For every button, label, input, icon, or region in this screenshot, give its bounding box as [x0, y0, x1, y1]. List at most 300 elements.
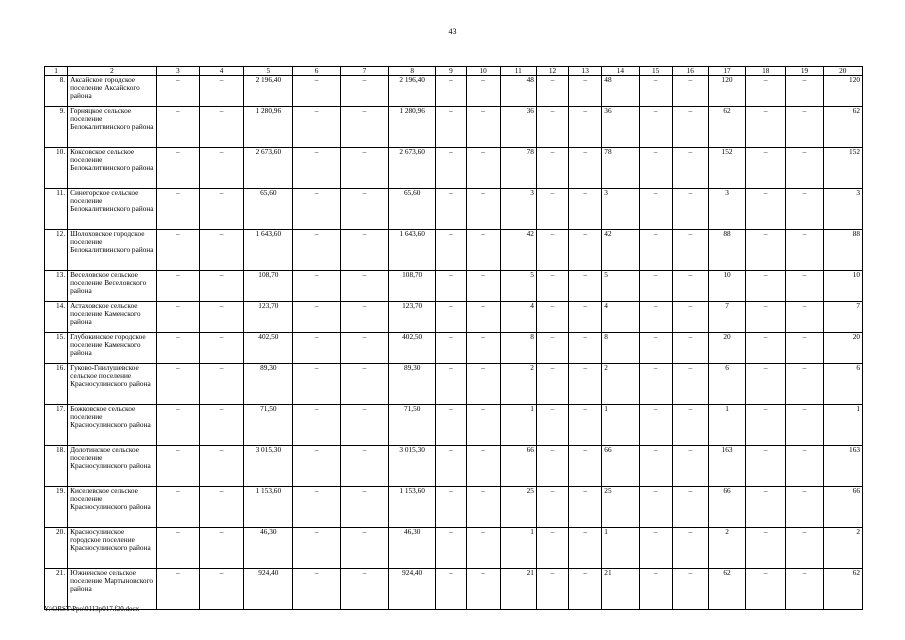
row-number: 19.	[45, 487, 68, 528]
table-row	[45, 569, 863, 610]
col-12-cell: –	[536, 333, 568, 364]
row-number: 12.	[45, 230, 68, 271]
col-4-cell: –	[199, 148, 243, 189]
col-11-cell: 48	[500, 76, 536, 107]
col-7-cell: –	[340, 107, 388, 148]
col-17-cell: 3	[708, 189, 745, 230]
col-7-cell: –	[340, 76, 388, 107]
col-13-cell: –	[569, 364, 602, 405]
col-9-cell: –	[436, 405, 466, 446]
col-8-cell: 1 643,60	[389, 230, 436, 271]
col-18-cell: –	[746, 230, 786, 271]
col-18-cell: –	[746, 333, 786, 364]
footer-file-path: Y:\ORST\Ppo\0113p017.f20.docx	[44, 605, 140, 613]
col-9-cell: –	[436, 189, 466, 230]
col-13-cell: –	[569, 528, 602, 569]
col-4-cell: –	[199, 528, 243, 569]
col-13-cell: –	[569, 333, 602, 364]
col-6-cell: –	[293, 230, 340, 271]
col-17-cell: 120	[708, 76, 745, 107]
column-header: 12	[536, 67, 568, 76]
col-9-cell: –	[436, 528, 466, 569]
col-8-cell: 2 673,60	[389, 148, 436, 189]
col-4-cell: –	[199, 487, 243, 528]
col-19-cell: –	[786, 107, 823, 148]
column-header: 13	[569, 67, 602, 76]
col-20-cell: 62	[823, 107, 862, 148]
col-9-cell: –	[436, 107, 466, 148]
settlement-name: Глубокинское городское поселение Каменского района	[68, 333, 157, 364]
row-number: 18.	[45, 446, 68, 487]
col-13-cell: –	[569, 189, 602, 230]
col-20-cell: 10	[823, 271, 862, 302]
col-11-cell: 21	[500, 569, 536, 610]
col-16-cell: –	[672, 271, 708, 302]
col-17-cell: 20	[708, 333, 745, 364]
col-15-cell: –	[639, 405, 672, 446]
col-4-cell: –	[199, 405, 243, 446]
table-row	[45, 76, 863, 107]
col-14-cell: 3	[602, 189, 639, 230]
col-14-cell: 1	[602, 405, 639, 446]
table-row	[45, 107, 863, 148]
page-number: 43	[448, 27, 457, 36]
col-6-cell: –	[293, 333, 340, 364]
column-header: 4	[199, 67, 243, 76]
col-11-cell: 25	[500, 487, 536, 528]
col-15-cell: –	[639, 107, 672, 148]
col-16-cell: –	[672, 333, 708, 364]
col-16-cell: –	[672, 302, 708, 333]
col-8-cell: 1 153,60	[389, 487, 436, 528]
col-17-cell: 7	[708, 302, 745, 333]
row-number: 8.	[45, 76, 68, 107]
col-13-cell: –	[569, 76, 602, 107]
col-12-cell: –	[536, 148, 568, 189]
col-20-cell: 62	[823, 569, 862, 610]
settlement-name: Горняцкое сельское поселение Белокалитвинского района	[68, 107, 157, 148]
col-20-cell: 1	[823, 405, 862, 446]
col-18-cell: –	[746, 446, 786, 487]
data-table	[44, 66, 863, 610]
col-16-cell: –	[672, 528, 708, 569]
col-6-cell: –	[293, 528, 340, 569]
col-8-cell: 108,70	[389, 271, 436, 302]
col-6-cell: –	[293, 487, 340, 528]
col-8-cell: 46,30	[389, 528, 436, 569]
col-14-cell: 25	[602, 487, 639, 528]
col-17-cell: 88	[708, 230, 745, 271]
settlement-name: Шолоховское городское поселение Белокалитвинского района	[68, 230, 157, 271]
col-19-cell: –	[786, 302, 823, 333]
col-14-cell: 21	[602, 569, 639, 610]
col-10-cell: –	[466, 446, 500, 487]
col-10-cell: –	[466, 271, 500, 302]
col-17-cell: 66	[708, 487, 745, 528]
col-3-cell: –	[156, 528, 199, 569]
col-8-cell: 123,70	[389, 302, 436, 333]
table-row	[45, 487, 863, 528]
col-17-cell: 62	[708, 107, 745, 148]
col-3-cell: –	[156, 487, 199, 528]
col-7-cell: –	[340, 189, 388, 230]
row-number: 10.	[45, 148, 68, 189]
col-19-cell: –	[786, 446, 823, 487]
col-4-cell: –	[199, 230, 243, 271]
col-15-cell: –	[639, 148, 672, 189]
col-16-cell: –	[672, 189, 708, 230]
settlement-name: Аксайское городское поселение Аксайского района	[68, 76, 157, 107]
col-5-cell: 65,60	[244, 189, 293, 230]
col-18-cell: –	[746, 76, 786, 107]
col-6-cell: –	[293, 405, 340, 446]
col-20-cell: 20	[823, 333, 862, 364]
column-header: 7	[340, 67, 388, 76]
col-3-cell: –	[156, 271, 199, 302]
col-15-cell: –	[639, 76, 672, 107]
col-20-cell: 152	[823, 148, 862, 189]
col-13-cell: –	[569, 148, 602, 189]
col-3-cell: –	[156, 446, 199, 487]
col-20-cell: 6	[823, 364, 862, 405]
col-19-cell: –	[786, 76, 823, 107]
col-10-cell: –	[466, 364, 500, 405]
col-20-cell: 163	[823, 446, 862, 487]
col-7-cell: –	[340, 333, 388, 364]
col-15-cell: –	[639, 364, 672, 405]
col-18-cell: –	[746, 107, 786, 148]
row-number: 14.	[45, 302, 68, 333]
col-19-cell: –	[786, 148, 823, 189]
column-header: 5	[244, 67, 293, 76]
row-number: 21.	[45, 569, 68, 610]
col-12-cell: –	[536, 230, 568, 271]
col-17-cell: 152	[708, 148, 745, 189]
col-12-cell: –	[536, 271, 568, 302]
col-8-cell: 924,40	[389, 569, 436, 610]
col-6-cell: –	[293, 76, 340, 107]
settlement-name: Веселовское сельское поселение Веселовского района	[68, 271, 157, 302]
col-19-cell: –	[786, 487, 823, 528]
col-19-cell: –	[786, 271, 823, 302]
col-5-cell: 71,50	[244, 405, 293, 446]
col-6-cell: –	[293, 302, 340, 333]
row-number: 17.	[45, 405, 68, 446]
col-16-cell: –	[672, 107, 708, 148]
col-17-cell: 6	[708, 364, 745, 405]
col-10-cell: –	[466, 230, 500, 271]
col-14-cell: 8	[602, 333, 639, 364]
col-10-cell: –	[466, 569, 500, 610]
col-6-cell: –	[293, 148, 340, 189]
col-13-cell: –	[569, 107, 602, 148]
col-6-cell: –	[293, 446, 340, 487]
col-5-cell: 2 673,60	[244, 148, 293, 189]
col-14-cell: 5	[602, 271, 639, 302]
col-4-cell: –	[199, 76, 243, 107]
col-13-cell: –	[569, 569, 602, 610]
col-13-cell: –	[569, 446, 602, 487]
column-header: 14	[602, 67, 639, 76]
col-11-cell: 42	[500, 230, 536, 271]
col-19-cell: –	[786, 364, 823, 405]
col-6-cell: –	[293, 189, 340, 230]
table-row	[45, 446, 863, 487]
col-12-cell: –	[536, 569, 568, 610]
col-7-cell: –	[340, 230, 388, 271]
col-11-cell: 36	[500, 107, 536, 148]
col-11-cell: 5	[500, 271, 536, 302]
col-7-cell: –	[340, 364, 388, 405]
settlement-name: Красносулинское городское поселение Красносулинского района	[68, 528, 157, 569]
col-10-cell: –	[466, 405, 500, 446]
col-16-cell: –	[672, 230, 708, 271]
col-4-cell: –	[199, 446, 243, 487]
col-10-cell: –	[466, 76, 500, 107]
col-12-cell: –	[536, 528, 568, 569]
col-8-cell: 2 196,40	[389, 76, 436, 107]
col-12-cell: –	[536, 189, 568, 230]
col-16-cell: –	[672, 76, 708, 107]
col-12-cell: –	[536, 405, 568, 446]
col-10-cell: –	[466, 189, 500, 230]
header-row	[45, 67, 863, 76]
col-6-cell: –	[293, 569, 340, 610]
row-number: 16.	[45, 364, 68, 405]
col-17-cell: 10	[708, 271, 745, 302]
col-17-cell: 2	[708, 528, 745, 569]
col-15-cell: –	[639, 446, 672, 487]
col-5-cell: 123,70	[244, 302, 293, 333]
settlement-name: Астаховское сельское поселение Каменского района	[68, 302, 157, 333]
col-16-cell: –	[672, 364, 708, 405]
col-12-cell: –	[536, 446, 568, 487]
col-11-cell: 78	[500, 148, 536, 189]
column-header: 16	[672, 67, 708, 76]
col-5-cell: 46,30	[244, 528, 293, 569]
column-header: 1	[45, 67, 68, 76]
col-9-cell: –	[436, 487, 466, 528]
col-5-cell: 924,40	[244, 569, 293, 610]
col-5-cell: 108,70	[244, 271, 293, 302]
col-8-cell: 3 015,30	[389, 446, 436, 487]
column-header: 8	[389, 67, 436, 76]
col-13-cell: –	[569, 302, 602, 333]
col-14-cell: 2	[602, 364, 639, 405]
col-7-cell: –	[340, 148, 388, 189]
col-15-cell: –	[639, 230, 672, 271]
col-20-cell: 7	[823, 302, 862, 333]
col-11-cell: 2	[500, 364, 536, 405]
col-3-cell: –	[156, 364, 199, 405]
col-5-cell: 2 196,40	[244, 76, 293, 107]
table-row	[45, 333, 863, 364]
table-row	[45, 528, 863, 569]
col-6-cell: –	[293, 107, 340, 148]
col-4-cell: –	[199, 189, 243, 230]
col-13-cell: –	[569, 271, 602, 302]
col-8-cell: 1 280,96	[389, 107, 436, 148]
col-13-cell: –	[569, 487, 602, 528]
col-19-cell: –	[786, 405, 823, 446]
col-11-cell: 1	[500, 528, 536, 569]
col-14-cell: 1	[602, 528, 639, 569]
column-header: 10	[466, 67, 500, 76]
col-15-cell: –	[639, 487, 672, 528]
col-18-cell: –	[746, 528, 786, 569]
column-header: 20	[823, 67, 862, 76]
col-18-cell: –	[746, 302, 786, 333]
table-row	[45, 148, 863, 189]
column-header: 11	[500, 67, 536, 76]
col-11-cell: 66	[500, 446, 536, 487]
col-3-cell: –	[156, 107, 199, 148]
col-11-cell: 4	[500, 302, 536, 333]
col-7-cell: –	[340, 302, 388, 333]
col-16-cell: –	[672, 405, 708, 446]
table-row	[45, 405, 863, 446]
col-3-cell: –	[156, 230, 199, 271]
settlement-name: Синегорское сельское поселение Белокалитвинского района	[68, 189, 157, 230]
col-9-cell: –	[436, 302, 466, 333]
col-8-cell: 89,30	[389, 364, 436, 405]
col-18-cell: –	[746, 364, 786, 405]
col-11-cell: 3	[500, 189, 536, 230]
col-8-cell: 402,50	[389, 333, 436, 364]
col-18-cell: –	[746, 487, 786, 528]
col-7-cell: –	[340, 569, 388, 610]
settlement-name: Коксовское сельское поселение Белокалитвинского района	[68, 148, 157, 189]
col-12-cell: –	[536, 107, 568, 148]
col-9-cell: –	[436, 364, 466, 405]
column-header: 18	[746, 67, 786, 76]
col-19-cell: –	[786, 333, 823, 364]
col-9-cell: –	[436, 230, 466, 271]
col-18-cell: –	[746, 569, 786, 610]
col-17-cell: 62	[708, 569, 745, 610]
col-18-cell: –	[746, 405, 786, 446]
column-header: 17	[708, 67, 745, 76]
col-5-cell: 89,30	[244, 364, 293, 405]
column-header: 15	[639, 67, 672, 76]
col-10-cell: –	[466, 333, 500, 364]
col-7-cell: –	[340, 528, 388, 569]
col-16-cell: –	[672, 487, 708, 528]
col-9-cell: –	[436, 271, 466, 302]
col-17-cell: 1	[708, 405, 745, 446]
col-5-cell: 402,50	[244, 333, 293, 364]
col-15-cell: –	[639, 569, 672, 610]
col-3-cell: –	[156, 76, 199, 107]
col-14-cell: 66	[602, 446, 639, 487]
col-11-cell: 8	[500, 333, 536, 364]
col-19-cell: –	[786, 230, 823, 271]
col-3-cell: –	[156, 333, 199, 364]
col-7-cell: –	[340, 271, 388, 302]
col-9-cell: –	[436, 76, 466, 107]
table-row	[45, 189, 863, 230]
settlement-name: Долотинское сельское поселение Красносулинского района	[68, 446, 157, 487]
column-header: 2	[68, 67, 157, 76]
col-10-cell: –	[466, 302, 500, 333]
col-14-cell: 78	[602, 148, 639, 189]
col-20-cell: 66	[823, 487, 862, 528]
col-8-cell: 65,60	[389, 189, 436, 230]
col-4-cell: –	[199, 107, 243, 148]
col-6-cell: –	[293, 364, 340, 405]
col-3-cell: –	[156, 148, 199, 189]
col-15-cell: –	[639, 189, 672, 230]
row-number: 9.	[45, 107, 68, 148]
col-14-cell: 42	[602, 230, 639, 271]
column-header: 19	[786, 67, 823, 76]
col-11-cell: 1	[500, 405, 536, 446]
col-18-cell: –	[746, 148, 786, 189]
col-4-cell: –	[199, 569, 243, 610]
col-12-cell: –	[536, 487, 568, 528]
col-20-cell: 3	[823, 189, 862, 230]
col-15-cell: –	[639, 271, 672, 302]
col-9-cell: –	[436, 333, 466, 364]
table-row	[45, 364, 863, 405]
col-4-cell: –	[199, 333, 243, 364]
col-14-cell: 4	[602, 302, 639, 333]
col-7-cell: –	[340, 487, 388, 528]
col-15-cell: –	[639, 302, 672, 333]
col-3-cell: –	[156, 405, 199, 446]
col-7-cell: –	[340, 446, 388, 487]
col-19-cell: –	[786, 528, 823, 569]
col-12-cell: –	[536, 364, 568, 405]
col-20-cell: 2	[823, 528, 862, 569]
row-number: 20.	[45, 528, 68, 569]
col-6-cell: –	[293, 271, 340, 302]
col-5-cell: 3 015,30	[244, 446, 293, 487]
col-5-cell: 1 153,60	[244, 487, 293, 528]
row-number: 11.	[45, 189, 68, 230]
col-10-cell: –	[466, 107, 500, 148]
col-20-cell: 120	[823, 76, 862, 107]
table-row	[45, 302, 863, 333]
column-header: 9	[436, 67, 466, 76]
settlement-name: Киселевское сельское поселение Красносулинского района	[68, 487, 157, 528]
col-19-cell: –	[786, 569, 823, 610]
settlement-name: Гуково-Гнилушевское сельское поселение Красносулинского района	[68, 364, 157, 405]
col-18-cell: –	[746, 271, 786, 302]
col-12-cell: –	[536, 302, 568, 333]
col-13-cell: –	[569, 230, 602, 271]
col-9-cell: –	[436, 569, 466, 610]
col-18-cell: –	[746, 189, 786, 230]
col-4-cell: –	[199, 364, 243, 405]
col-15-cell: –	[639, 333, 672, 364]
col-20-cell: 88	[823, 230, 862, 271]
col-15-cell: –	[639, 528, 672, 569]
col-5-cell: 1 280,96	[244, 107, 293, 148]
settlement-name: Божковское сельское поселение Красносулинского района	[68, 405, 157, 446]
column-header: 3	[156, 67, 199, 76]
col-10-cell: –	[466, 487, 500, 528]
table-row	[45, 271, 863, 302]
col-16-cell: –	[672, 446, 708, 487]
col-19-cell: –	[786, 189, 823, 230]
col-3-cell: –	[156, 189, 199, 230]
col-13-cell: –	[569, 405, 602, 446]
col-3-cell: –	[156, 302, 199, 333]
col-4-cell: –	[199, 271, 243, 302]
col-17-cell: 163	[708, 446, 745, 487]
col-5-cell: 1 643,60	[244, 230, 293, 271]
